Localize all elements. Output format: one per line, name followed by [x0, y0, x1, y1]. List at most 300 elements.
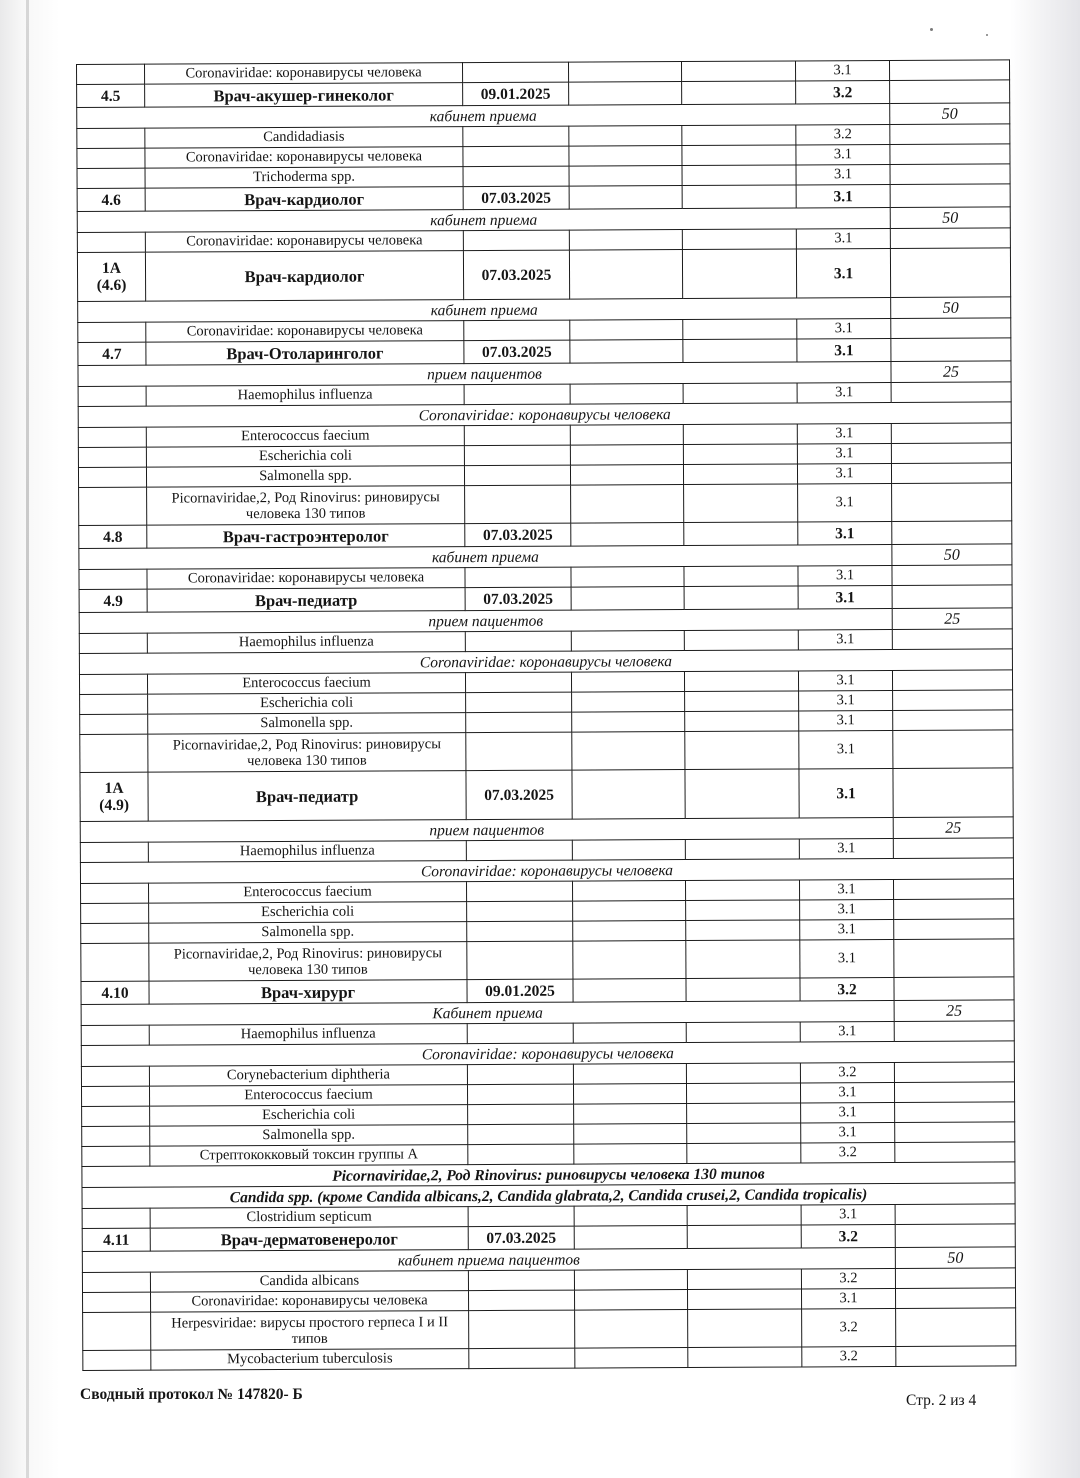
protocol-table-body	[77, 60, 1016, 1371]
empty-cell	[463, 230, 569, 251]
room-label: Кабинет приема	[81, 1001, 894, 1026]
empty-cell	[685, 691, 799, 712]
hazard-class: 3.1	[798, 484, 892, 522]
empty-cell	[80, 842, 148, 862]
hazard-class: 3.1	[797, 383, 891, 403]
room-label: прием пациентов	[80, 818, 893, 843]
empty-cell	[572, 881, 685, 902]
measurement-date: 07.03.2025	[465, 523, 571, 547]
workplace-number: 1А (4.9)	[80, 772, 148, 821]
empty-cell	[78, 386, 146, 406]
empty-cell	[468, 1124, 574, 1145]
workplace-title: Врач-кардиолог	[145, 251, 463, 302]
empty-cell	[468, 1290, 574, 1311]
empty-cell	[893, 879, 1013, 900]
measurement-date: 09.01.2025	[463, 82, 569, 106]
empty-cell	[891, 443, 1011, 464]
empty-cell	[80, 714, 148, 734]
spanning-agent-name: Coronaviridae: коронавирусы человека	[78, 402, 1011, 428]
empty-cell	[890, 248, 1010, 298]
empty-cell	[570, 320, 683, 341]
empty-cell	[894, 939, 1014, 978]
empty-cell	[79, 569, 147, 589]
room-label: кабинет приема	[77, 104, 890, 129]
agent-name: Escherichia coli	[150, 1105, 468, 1127]
empty-cell	[890, 228, 1010, 249]
workplace-number: 4.11	[82, 1228, 150, 1251]
empty-cell	[687, 1143, 801, 1164]
workplace-title: Врач-хирург	[149, 980, 467, 1005]
empty-cell	[78, 427, 146, 447]
agent-name: Enterococcus faecium	[147, 673, 465, 695]
room-label: прием пациентов	[79, 609, 892, 634]
empty-cell	[469, 1310, 575, 1349]
empty-cell	[81, 883, 149, 903]
agent-row	[79, 483, 1012, 526]
empty-cell	[83, 1292, 151, 1312]
empty-cell	[893, 768, 1013, 818]
hazard-class: 3.1	[797, 319, 891, 339]
empty-cell	[464, 425, 570, 446]
empty-cell	[82, 1126, 150, 1146]
empty-cell	[686, 1063, 800, 1084]
spanning-agent-name: Coronaviridae: коронавирусы человека	[81, 1041, 1014, 1067]
hazard-class: 3.1	[796, 145, 890, 165]
empty-cell	[463, 126, 569, 147]
empty-cell	[574, 1124, 687, 1145]
empty-cell	[570, 384, 683, 405]
empty-cell	[682, 229, 796, 250]
empty-cell	[684, 586, 798, 610]
empty-cell	[895, 1204, 1015, 1225]
empty-cell	[894, 1021, 1014, 1042]
workplace-title: Врач-акушер-гинеколог	[145, 83, 463, 108]
empty-cell	[465, 672, 571, 693]
empty-cell	[466, 732, 572, 771]
room-count: 50	[891, 297, 1011, 319]
empty-cell	[684, 630, 798, 651]
protocol-number: Сводный протокол № 147820- Б	[80, 1386, 303, 1403]
workplace-title: Врач-педиатр	[147, 588, 465, 613]
empty-cell	[465, 631, 571, 652]
hazard-class: 3.2	[801, 1269, 895, 1289]
hazard-class: 3.1	[799, 880, 893, 900]
hazard-class: 3.1	[798, 566, 892, 586]
agent-row	[81, 939, 1014, 982]
empty-cell	[892, 670, 1012, 691]
hazard-class: 3.1	[799, 839, 893, 859]
measurement-date: 09.01.2025	[467, 979, 573, 1003]
hazard-class: 3.1	[799, 731, 893, 769]
empty-cell	[686, 900, 800, 921]
room-count: 50	[890, 207, 1010, 229]
measurement-date: 07.03.2025	[463, 186, 569, 210]
empty-cell	[77, 232, 145, 252]
empty-cell	[682, 81, 796, 105]
agent-name: Salmonella spp.	[148, 713, 466, 735]
empty-cell	[79, 633, 147, 653]
empty-cell	[81, 1066, 149, 1086]
empty-cell	[82, 1272, 150, 1292]
empty-cell	[463, 146, 569, 167]
room-label: кабинет приема пациентов	[82, 1248, 895, 1273]
empty-cell	[569, 250, 682, 300]
hazard-class: 3.2	[802, 1347, 896, 1367]
empty-cell	[889, 60, 1009, 81]
overall-class: 3.1	[798, 522, 892, 545]
agent-name: Salmonella spp.	[150, 1125, 468, 1147]
overall-class: 3.1	[799, 769, 893, 818]
empty-cell	[78, 322, 146, 342]
empty-cell	[687, 1123, 801, 1144]
empty-cell	[80, 694, 148, 714]
empty-cell	[686, 978, 800, 1002]
empty-cell	[681, 61, 795, 82]
hazard-class: 3.1	[800, 1083, 894, 1103]
agent-name: Escherichia coli	[146, 446, 464, 468]
empty-cell	[890, 164, 1010, 185]
empty-cell	[570, 425, 683, 446]
empty-cell	[569, 146, 682, 167]
agent-row	[83, 1308, 1016, 1351]
empty-cell	[572, 732, 685, 771]
hazard-class: 3.1	[796, 229, 890, 249]
empty-cell	[891, 382, 1011, 403]
agent-name: Enterococcus faecium	[146, 426, 464, 448]
agent-row	[80, 730, 1013, 773]
empty-cell	[466, 840, 572, 861]
empty-cell	[575, 1310, 688, 1349]
empty-cell	[571, 672, 684, 693]
empty-cell	[467, 1064, 573, 1085]
agent-name: Salmonella spp.	[146, 466, 464, 488]
empty-cell	[684, 671, 798, 692]
empty-cell	[467, 881, 573, 902]
empty-cell	[81, 1025, 149, 1045]
overall-class: 3.1	[796, 185, 890, 208]
hazard-class: 3.1	[799, 691, 893, 711]
empty-cell	[890, 80, 1010, 104]
agent-name: Escherichia coli	[149, 902, 467, 924]
overall-class: 3.1	[798, 586, 892, 609]
empty-cell	[464, 384, 570, 405]
empty-cell	[467, 921, 573, 942]
empty-cell	[684, 522, 798, 546]
empty-cell	[893, 730, 1013, 769]
empty-cell	[894, 977, 1014, 1001]
agent-name: Salmonella spp.	[149, 922, 467, 944]
workplace-number: 4.10	[81, 981, 149, 1004]
empty-cell	[569, 126, 682, 147]
empty-cell	[893, 690, 1013, 711]
empty-cell	[467, 1023, 573, 1044]
empty-cell	[687, 1269, 801, 1290]
empty-cell	[569, 230, 682, 251]
empty-cell	[686, 940, 800, 979]
room-label: кабинет приема	[77, 208, 890, 233]
empty-cell	[894, 899, 1014, 920]
empty-cell	[82, 1146, 150, 1166]
agent-name: Candida albicans	[150, 1271, 468, 1293]
empty-cell	[78, 447, 146, 467]
measurement-date: 07.03.2025	[466, 770, 572, 820]
overall-class: 3.1	[797, 339, 891, 362]
hazard-class: 3.2	[800, 1063, 894, 1083]
spanning-agent-name: Coronaviridae: коронавирусы человека	[79, 649, 1012, 675]
overall-class: 3.2	[801, 1225, 895, 1248]
agent-name: Enterococcus faecium	[149, 882, 467, 904]
hazard-class: 3.1	[801, 1123, 895, 1143]
empty-cell	[890, 184, 1010, 208]
empty-cell	[685, 711, 799, 732]
overall-class: 3.1	[796, 249, 890, 298]
empty-cell	[685, 769, 799, 819]
empty-cell	[468, 1144, 574, 1165]
agent-name: Coronaviridae: коронавирусы человека	[145, 63, 463, 85]
agent-name: Picornaviridae,2, Род Rinovirus: риновирусы человека 130 типов	[148, 733, 466, 773]
empty-cell	[573, 1064, 686, 1085]
workplace-number: 4.8	[79, 525, 147, 548]
empty-cell	[572, 712, 685, 733]
empty-cell	[574, 1206, 687, 1227]
empty-cell	[683, 444, 797, 465]
empty-cell	[895, 1288, 1015, 1309]
empty-cell	[891, 318, 1011, 339]
agent-name: Haemophilus influenza	[147, 632, 465, 654]
agent-name: Escherichia coli	[148, 693, 466, 715]
measurement-date: 07.03.2025	[464, 340, 570, 364]
empty-cell	[571, 567, 684, 588]
hazard-class: 3.1	[798, 630, 892, 650]
empty-cell	[465, 567, 571, 588]
empty-cell	[892, 585, 1012, 609]
empty-cell	[891, 423, 1011, 444]
empty-cell	[685, 880, 799, 901]
empty-cell	[893, 710, 1013, 731]
empty-cell	[894, 1082, 1014, 1103]
room-count: 50	[895, 1247, 1015, 1269]
empty-cell	[465, 485, 571, 524]
empty-cell	[77, 128, 145, 148]
empty-cell	[890, 124, 1010, 145]
agent-name: Coronaviridae: коронавирусы человека	[147, 568, 465, 590]
measurement-date: 07.03.2025	[465, 587, 571, 611]
protocol-table	[76, 59, 1016, 1371]
workplace-title: Врач-гастроэнтеролог	[147, 524, 465, 549]
agent-name: Trichoderma spp.	[145, 167, 463, 189]
empty-cell	[891, 463, 1011, 484]
workplace-number: 1А (4.6)	[77, 252, 145, 301]
agent-name: Стрептококковый токсин группы А	[150, 1145, 468, 1167]
agent-name: Enterococcus faecium	[149, 1085, 467, 1107]
empty-cell	[682, 165, 796, 186]
agent-name: Picornaviridae,2, Род Rinovirus: риновирусы человека 130 типов	[147, 486, 465, 526]
agent-name: Picornaviridae,2, Род Rinovirus: риновирусы человека 130 типов	[149, 942, 467, 982]
empty-cell	[569, 186, 682, 210]
empty-cell	[570, 445, 683, 466]
room-count: 25	[891, 361, 1011, 383]
empty-cell	[895, 1268, 1015, 1289]
agent-name: Coronaviridae: коронавирусы человека	[145, 147, 463, 169]
empty-cell	[77, 64, 145, 84]
page-number: Стр. 2 из 4	[906, 1392, 977, 1409]
empty-cell	[569, 82, 682, 106]
empty-cell	[896, 1308, 1016, 1347]
hazard-class: 3.1	[799, 711, 893, 731]
empty-cell	[896, 1346, 1016, 1367]
measurement-date: 07.03.2025	[463, 250, 569, 300]
paper-edge	[26, 0, 29, 1478]
empty-cell	[687, 1103, 801, 1124]
empty-cell	[573, 1023, 686, 1044]
empty-cell	[79, 487, 147, 525]
empty-cell	[683, 424, 797, 445]
measurement-date: 07.03.2025	[468, 1226, 574, 1250]
empty-cell	[573, 921, 686, 942]
empty-cell	[571, 485, 684, 524]
empty-cell	[683, 464, 797, 485]
hazard-class: 3.1	[800, 900, 894, 920]
empty-cell	[686, 1083, 800, 1104]
empty-cell	[573, 941, 686, 980]
empty-cell	[463, 166, 569, 187]
empty-cell	[81, 1086, 149, 1106]
empty-cell	[570, 465, 683, 486]
empty-cell	[895, 1102, 1015, 1123]
empty-cell	[683, 339, 797, 363]
hazard-class: 3.1	[801, 1205, 895, 1225]
room-label: прием пациентов	[78, 362, 891, 387]
empty-cell	[683, 383, 797, 404]
agent-name: Corynebacterium diphtheria	[149, 1065, 467, 1087]
empty-cell	[574, 1144, 687, 1165]
workplace-number: 4.7	[78, 342, 146, 365]
empty-cell	[573, 979, 686, 1003]
agent-name: Herpesviridae: вирусы простого герпеса I и II типов	[151, 1311, 469, 1351]
empty-cell	[895, 1224, 1015, 1248]
hazard-class: 3.1	[795, 61, 889, 81]
hazard-class: 3.1	[797, 444, 891, 464]
empty-cell	[890, 144, 1010, 165]
workplace-row	[80, 768, 1013, 822]
empty-cell	[687, 1225, 801, 1249]
agent-name: Coronaviridae: коронавирусы человека	[151, 1291, 469, 1313]
hazard-class: 3.1	[800, 920, 894, 940]
empty-cell	[682, 145, 796, 166]
empty-cell	[572, 840, 685, 861]
empty-cell	[82, 1208, 150, 1228]
empty-cell	[894, 1062, 1014, 1083]
empty-cell	[466, 692, 572, 713]
workplace-title: Врач-дерматовенеролог	[150, 1227, 468, 1252]
hazard-class: 3.1	[796, 165, 890, 185]
workplace-title: Врач-Отоларинголог	[146, 341, 464, 366]
empty-cell	[467, 901, 573, 922]
spanning-agent-name: Coronaviridae: коронавирусы человека	[80, 858, 1013, 884]
empty-cell	[893, 838, 1013, 859]
workplace-title: Врач-педиатр	[148, 771, 466, 822]
hazard-class: 3.1	[797, 464, 891, 484]
empty-cell	[892, 521, 1012, 545]
empty-cell	[686, 920, 800, 941]
empty-cell	[891, 338, 1011, 362]
empty-cell	[686, 1022, 800, 1043]
agent-name: Coronaviridae: коронавирусы человека	[145, 231, 463, 253]
empty-cell	[467, 941, 573, 980]
empty-cell	[466, 712, 572, 733]
empty-cell	[464, 320, 570, 341]
empty-cell	[684, 566, 798, 587]
empty-cell	[685, 731, 799, 770]
hazard-class: 3.2	[802, 1309, 896, 1347]
hazard-class: 3.1	[797, 424, 891, 444]
workplace-number: 4.6	[77, 188, 145, 211]
empty-cell	[685, 839, 799, 860]
hazard-class: 3.2	[796, 125, 890, 145]
empty-cell	[574, 1104, 687, 1125]
room-count: 25	[892, 608, 1012, 630]
empty-cell	[571, 523, 684, 547]
empty-cell	[682, 249, 796, 299]
empty-cell	[895, 1122, 1015, 1143]
empty-cell	[572, 770, 685, 820]
agent-name: Clostridium septicum	[150, 1207, 468, 1229]
overall-class: 3.2	[800, 978, 894, 1001]
room-label: кабинет приема	[78, 298, 891, 323]
empty-cell	[464, 465, 570, 486]
room-count: 50	[890, 103, 1010, 125]
empty-cell	[684, 484, 798, 523]
agent-name: Haemophilus influenza	[149, 1024, 467, 1046]
empty-cell	[573, 901, 686, 922]
empty-cell	[81, 943, 149, 981]
agent-name: Coronaviridae: коронавирусы человека	[146, 321, 464, 343]
hazard-class: 3.1	[801, 1103, 895, 1123]
empty-cell	[683, 319, 797, 340]
scan-speck	[986, 34, 988, 36]
empty-cell	[682, 125, 796, 146]
empty-cell	[687, 1205, 801, 1226]
empty-cell	[78, 467, 146, 487]
empty-cell	[688, 1309, 802, 1348]
room-count: 25	[893, 817, 1013, 839]
empty-cell	[571, 631, 684, 652]
agent-name: Candidadiasis	[145, 127, 463, 149]
room-count: 25	[894, 1000, 1014, 1022]
empty-cell	[568, 62, 681, 83]
empty-cell	[468, 1104, 574, 1125]
empty-cell	[573, 1084, 686, 1105]
empty-cell	[83, 1312, 151, 1350]
empty-cell	[572, 692, 685, 713]
empty-cell	[569, 166, 682, 187]
empty-cell	[80, 734, 148, 772]
empty-cell	[894, 919, 1014, 940]
scan-speck	[930, 28, 933, 31]
empty-cell	[81, 923, 149, 943]
empty-cell	[892, 483, 1012, 522]
workplace-number: 4.9	[79, 589, 147, 612]
empty-cell	[469, 1348, 575, 1369]
empty-cell	[574, 1270, 687, 1291]
empty-cell	[574, 1290, 687, 1311]
workplace-title: Врач-кардиолог	[145, 187, 463, 212]
empty-cell	[892, 565, 1012, 586]
agent-row	[83, 1346, 1016, 1371]
empty-cell	[687, 1289, 801, 1310]
workplace-row	[77, 248, 1010, 302]
agent-name: Haemophilus influenza	[148, 841, 466, 863]
